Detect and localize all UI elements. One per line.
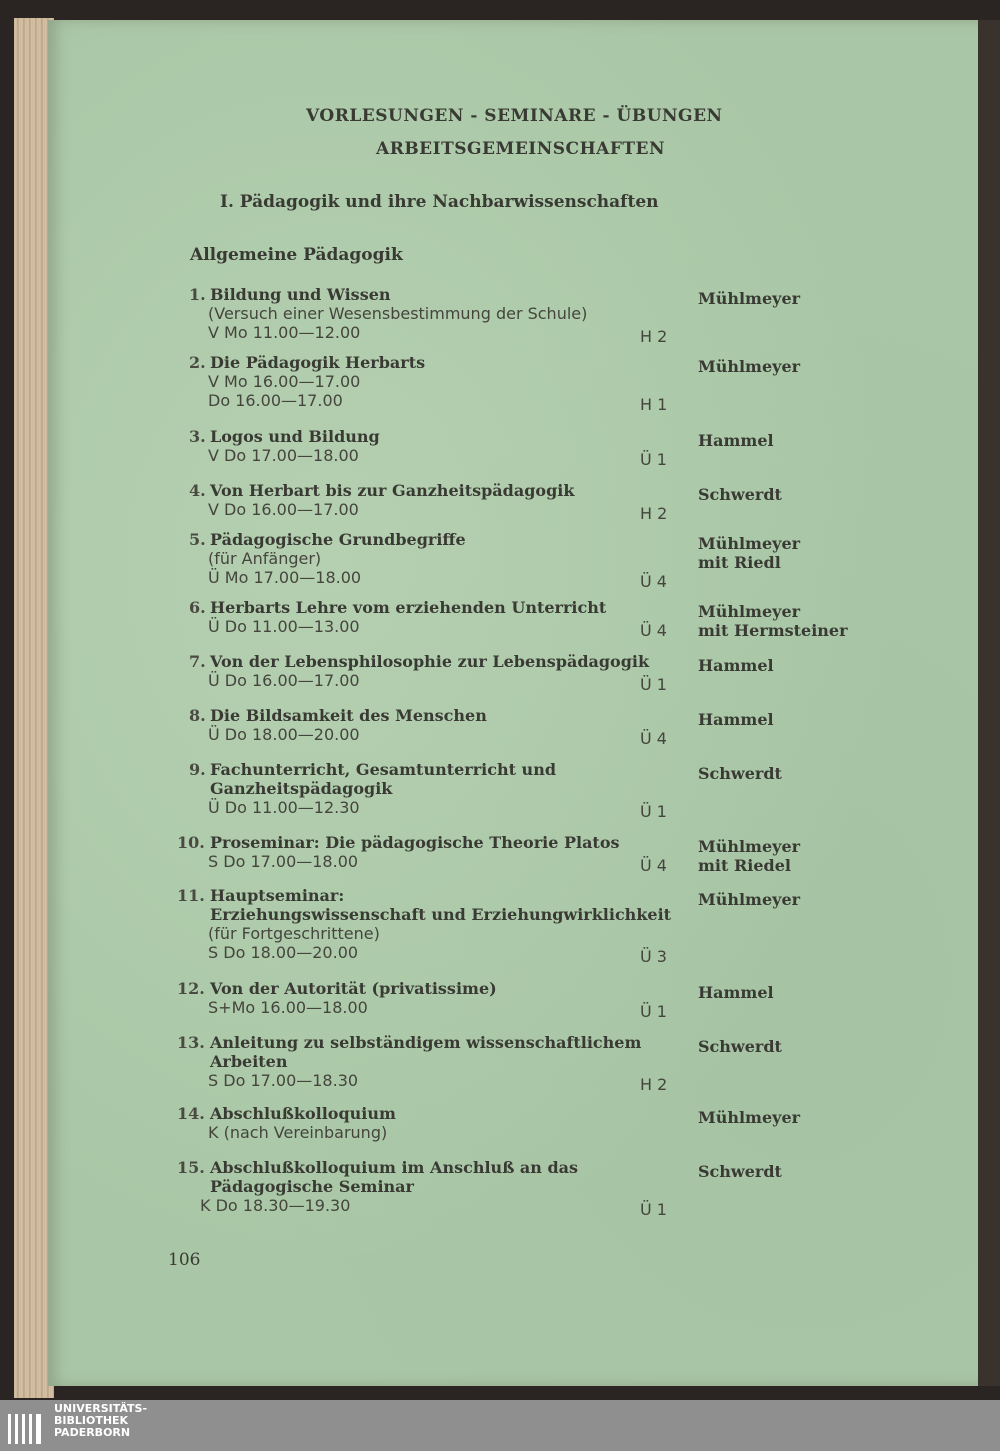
room-label: Ü 3 [640,947,667,966]
item-number: 15. [177,1158,205,1177]
library-footer [0,1400,1000,1451]
page-number: 106 [168,1250,201,1270]
course-title: Pädagogische Seminar [210,1177,414,1196]
course-title: Die Bildsamkeit des Menschen [210,706,487,725]
course-title: Proseminar: Die pädagogische Theorie Platos [210,833,620,852]
room-label: H 2 [640,1075,668,1094]
item-number: 14. [177,1104,205,1123]
section-title: I. Pädagogik und ihre Nachbarwissenschaften [220,192,659,212]
item-number: 8. [189,706,206,725]
course-detail: V Mo 16.00—17.00 [208,372,361,391]
course-title: Logos und Bildung [210,427,380,446]
item-number: 2. [189,353,206,372]
room-label: Ü 1 [640,675,667,694]
course-detail: V Do 16.00—17.00 [208,500,359,519]
item-number: 11. [177,886,205,905]
lecturer-name: Hammel [698,656,774,675]
lecturer-name: mit Riedl [698,553,781,572]
course-title: Hauptseminar: [210,886,345,905]
item-number: 5. [189,530,206,549]
book-page [48,20,993,1386]
item-number: 9. [189,760,206,779]
course-title: Arbeiten [210,1052,288,1071]
lecturer-name: Mühlmeyer [698,534,801,553]
item-number: 12. [177,979,205,998]
course-detail: S Do 18.00—20.00 [208,943,359,962]
room-label: Ü 4 [640,729,667,748]
course-detail: Do 16.00—17.00 [208,391,343,410]
course-title: Herbarts Lehre vom erziehenden Unterricht [210,598,607,617]
room-label: H 1 [640,395,668,414]
course-title: Fachunterricht, Gesamtunterricht und [210,760,557,779]
course-detail: Ü Do 11.00—12.30 [208,798,360,817]
course-title: Bildung und Wissen [210,285,391,304]
lecturer-name: Mühlmeyer [698,890,801,909]
course-detail: (für Fortgeschrittene) [208,924,380,943]
course-detail: S Do 17.00—18.30 [208,1071,359,1090]
course-title: Von der Lebensphilosophie zur Lebenspädagogik [210,652,650,671]
course-title: Ganzheitspädagogik [210,779,393,798]
course-title: Anleitung zu selbständigem wissenschaftlichem [210,1033,642,1052]
course-detail: Ü Do 11.00—13.00 [208,617,360,636]
room-label: Ü 1 [640,1002,667,1021]
lecturer-name: Mühlmeyer [698,289,801,308]
room-label: H 2 [640,327,668,346]
item-number: 3. [189,427,206,446]
header-line-1: VORLESUNGEN - SEMINARE - ÜBUNGEN [306,106,723,126]
lecturer-name: Schwerdt [698,485,782,504]
course-title: Abschlußkolloquium im Anschluß an das [210,1158,579,1177]
lecturer-name: Schwerdt [698,764,782,783]
logo-line: UNIVERSITÄTS- [54,1402,148,1415]
logo-line: BIBLIOTHEK [54,1414,129,1427]
course-title: Von Herbart bis zur Ganzheitspädagogik [210,481,575,500]
course-detail: V Do 17.00—18.00 [208,446,359,465]
library-logo-icon [6,1406,46,1446]
course-detail: S+Mo 16.00—18.00 [208,998,368,1017]
course-detail: V Mo 11.00—12.00 [208,323,361,342]
lecturer-name: mit Riedel [698,856,791,875]
course-title: Erziehungswissenschaft und Erziehungwirklichkeit [210,905,672,924]
item-number: 13. [177,1033,205,1052]
library-logo-text [54,1403,147,1439]
course-detail: Ü Do 16.00—17.00 [208,671,360,690]
course-title: Die Pädagogik Herbarts [210,353,426,372]
course-detail: K Do 18.30—19.30 [200,1196,351,1215]
item-number: 7. [189,652,206,671]
lecturer-name: Mühlmeyer [698,602,801,621]
header-line-2: ARBEITSGEMEINSCHAFTEN [376,139,666,159]
course-detail: Ü Do 18.00—20.00 [208,725,360,744]
item-number: 10. [177,833,205,852]
room-label: Ü 4 [640,856,667,875]
lecturer-name: Hammel [698,431,774,450]
lecturer-name: mit Hermsteiner [698,621,848,640]
lecturer-name: Mühlmeyer [698,1108,801,1127]
item-number: 6. [189,598,206,617]
lecturer-name: Schwerdt [698,1162,782,1181]
item-number: 1. [189,285,206,304]
course-detail: (für Anfänger) [208,549,322,568]
lecturer-name: Hammel [698,983,774,1002]
subsection-title: Allgemeine Pädagogik [190,245,403,265]
lecturer-name: Mühlmeyer [698,837,801,856]
course-detail: Ü Mo 17.00—18.00 [208,568,362,587]
room-label: Ü 1 [640,1200,667,1219]
course-title: Von der Autorität (privatissime) [210,979,497,998]
room-label: Ü 4 [640,621,667,640]
page-right-edge [978,20,1000,1386]
room-label: Ü 4 [640,572,667,591]
lecturer-name: Mühlmeyer [698,357,801,376]
logo-line: PADERBORN [54,1426,131,1439]
course-detail: K (nach Vereinbarung) [208,1123,388,1142]
course-detail: (Versuch einer Wesensbestimmung der Schule) [208,304,588,323]
lecturer-name: Hammel [698,710,774,729]
course-title: Abschlußkolloquium [210,1104,396,1123]
course-detail: S Do 17.00—18.00 [208,852,359,871]
room-label: H 2 [640,504,668,523]
course-title: Pädagogische Grundbegriffe [210,530,466,549]
room-label: Ü 1 [640,802,667,821]
item-number: 4. [189,481,206,500]
lecturer-name: Schwerdt [698,1037,782,1056]
room-label: Ü 1 [640,450,667,469]
